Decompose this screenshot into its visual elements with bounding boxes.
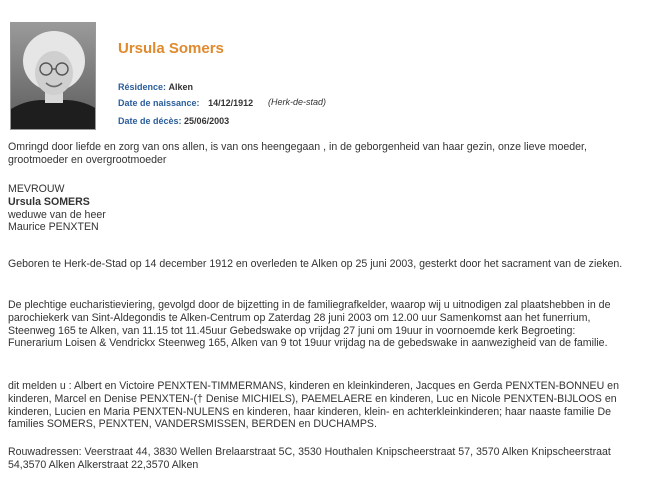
full-name: Ursula SOMERS [8, 195, 90, 208]
portrait-photo [10, 22, 96, 130]
family-paragraph: dit melden u : Albert en Victoire PENXTEN-TIMMERMANS, kinderen en kleinkinderen, Jacques en Gerda PENXTEN-BONNEU en kinderen, Marcel en Denise PENXTEN-(† Denise MICHIELS), PAEMELAERE en kinderen, Luc en Nicole PENXTEN-BIJLOOS en kinderen, Lucien en Maria PENXTEN-NULENS en kinderen, haar kinderen, klein- en achterkleinkinderen; haar naaste familie De families SOMERS, PENXTEN, VANDERSMISSEN, BERDEN en DUCHAMPS. [8, 380, 619, 431]
residence-value: Alken [168, 82, 194, 92]
death-date-label: Date de décès: [118, 116, 182, 126]
salutation: MEVROUW [8, 183, 65, 195]
widow-line: weduwe van de heer [8, 208, 106, 221]
birth-death-paragraph: Geboren te Herk-de-Stad op 14 december 1912 en overleden te Alken op 25 juni 2003, gesterkt door het sacrament van de zieken. [8, 258, 623, 270]
ceremony-paragraph: De plechtige eucharistieviering, gevolgd door de bijzetting in de familiegrafkelder, waarop wij u uitnodigen zal plaatshebben in de parochiekerk van Sint-Aldegondis te Alken-Centrum op Zaterdag 28 juni 2003 om 12.00 uur Samenkomst aan het funerrium, Steenweg 165 te Alken, van 11.15 tot 11.45uur Gebedswake op vrijdag 27 juni om 19uur in voornoemde kerk Begroeting: Funerarium Loisen & Vendrickx Steenweg 165, Alken van 9 tot 19uur vrijdag na de gebedswake in aanwezigheid van de familie. [8, 299, 611, 350]
birth-date-value: 14/12/1912 [208, 98, 254, 108]
death-date-row [118, 116, 229, 126]
portrait-image [11, 23, 96, 130]
residence-label: Résidence: [118, 82, 167, 92]
deceased-name: Ursula Somers [118, 40, 224, 57]
birth-date-row [118, 98, 253, 108]
death-date-value: 25/06/2003 [184, 116, 230, 126]
residence-row [118, 82, 193, 92]
birth-date-label: Date de naissance: [118, 98, 200, 108]
intro-paragraph: Omringd door liefde en zorg van ons allen, is van ons heengegaan , in de geborgenheid van haar gezin, onze lieve moeder, grootmoeder en overgrootmoeder [8, 141, 587, 166]
birth-place: (Herk-de-stad) [268, 97, 327, 107]
name-block [8, 183, 628, 234]
addresses-paragraph: Rouwadressen: Veerstraat 44, 3830 Wellen Brelaarstraat 5C, 3530 Houthalen Knipscheerstraat 57, 3570 Alken Knipscheerstraat 54,3570 Alken Alkerstraat 22,3570 Alken [8, 446, 611, 471]
husband-name: Maurice PENXTEN [8, 221, 99, 234]
